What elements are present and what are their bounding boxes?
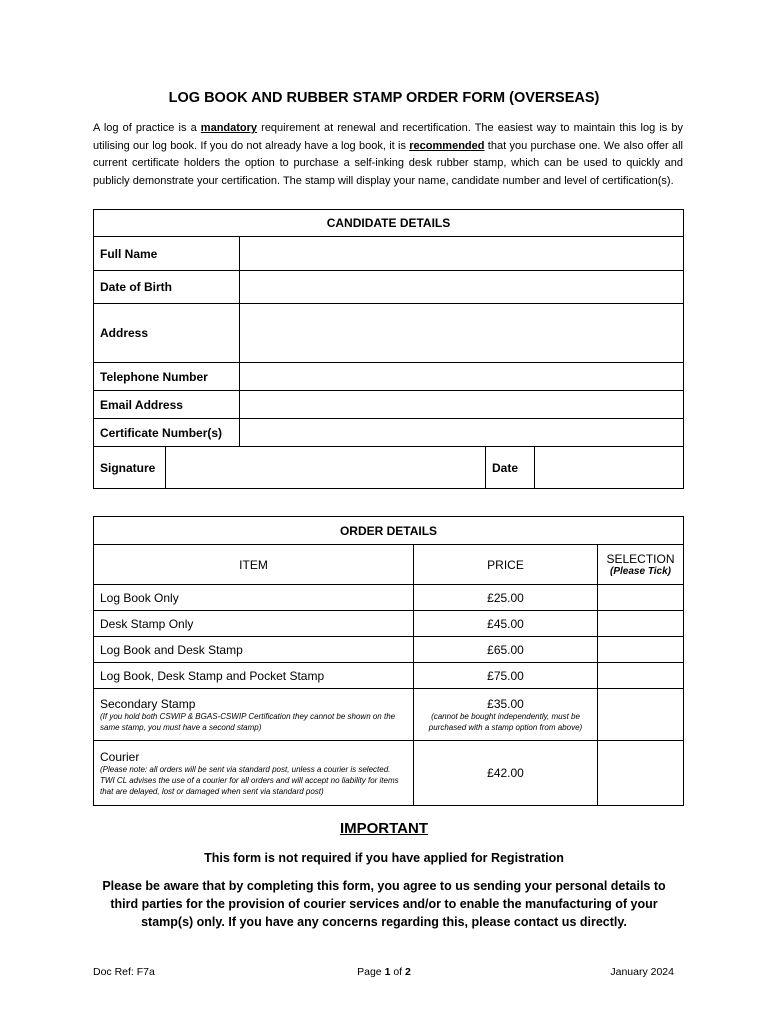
dob-label: Date of Birth bbox=[94, 271, 240, 304]
telephone-field[interactable] bbox=[240, 363, 684, 391]
signature-label: Signature bbox=[94, 447, 166, 489]
col-selection-label: SELECTION bbox=[606, 552, 675, 566]
selection-cell[interactable] bbox=[598, 585, 684, 611]
courier-note: (Please note: all orders will be sent via standard post, unless a courier is selected. TWI CL advises the use of a courier for all orders and will accept no liability for items that are delayed, lost or damaged when sent via standard post) bbox=[100, 764, 399, 796]
certificate-label: Certificate Number(s) bbox=[94, 419, 240, 447]
courier-price: £42.00 bbox=[414, 741, 598, 806]
form-title: LOG BOOK AND RUBBER STAMP ORDER FORM (OVERSEAS) bbox=[168, 90, 600, 106]
footer-date: January 2024 bbox=[610, 966, 674, 978]
page-of: of bbox=[390, 966, 406, 978]
item-price: £65.00 bbox=[414, 637, 598, 663]
secondary-price: £35.00 bbox=[487, 696, 524, 711]
page-current: 1 bbox=[384, 966, 391, 978]
selection-cell[interactable] bbox=[598, 637, 684, 663]
email-field[interactable] bbox=[240, 391, 684, 419]
order-row-courier bbox=[94, 741, 684, 806]
item-price: £75.00 bbox=[414, 663, 598, 689]
intro-text-2: requirement at renewal and recertification. The easiest way to maintain this log is by utilising our log book. If you do not already have a log book, it is bbox=[93, 122, 684, 152]
full-name-field[interactable] bbox=[240, 237, 684, 271]
telephone-label: Telephone Number bbox=[94, 363, 240, 391]
order-row-secondary bbox=[94, 689, 684, 741]
item-label: Log Book and Desk Stamp bbox=[94, 637, 414, 663]
address-label: Address bbox=[94, 304, 240, 363]
doc-ref: Doc Ref: F7a bbox=[93, 966, 155, 978]
order-heading: ORDER DETAILS bbox=[94, 517, 684, 545]
secondary-price-cell bbox=[414, 689, 598, 741]
intro-text-3: that you purchase one. We also offer all current certificate holders the option to purchase a self-inking desk rubber stamp, which can be used to quickly and publicly demonstrate your certification. The stamp will display your name, candidate number and level of certification(s). bbox=[93, 139, 684, 187]
intro-recommended: recommended bbox=[409, 139, 485, 152]
courier-label: Courier bbox=[100, 749, 140, 764]
order-row bbox=[94, 637, 684, 663]
secondary-price-note: (cannot be bought independently, must be purchased with a stamp option from above) bbox=[428, 711, 583, 732]
secondary-label: Secondary Stamp bbox=[100, 696, 196, 711]
col-item: ITEM bbox=[94, 545, 414, 585]
col-price: PRICE bbox=[414, 545, 598, 585]
col-selection bbox=[598, 545, 684, 585]
item-price: £25.00 bbox=[414, 585, 598, 611]
selection-cell[interactable] bbox=[598, 611, 684, 637]
email-label: Email Address bbox=[94, 391, 240, 419]
full-name-label: Full Name bbox=[94, 237, 240, 271]
page-total: 2 bbox=[405, 966, 411, 978]
secondary-item bbox=[94, 689, 414, 741]
date-label: Date bbox=[486, 447, 535, 489]
dob-field[interactable] bbox=[240, 271, 684, 304]
col-selection-sub: (Please Tick) bbox=[610, 566, 671, 577]
item-label: Log Book Only bbox=[94, 585, 414, 611]
courier-item bbox=[94, 741, 414, 806]
certificate-field[interactable] bbox=[240, 419, 684, 447]
important-heading: IMPORTANT bbox=[339, 820, 429, 837]
selection-cell[interactable] bbox=[598, 689, 684, 741]
item-label: Desk Stamp Only bbox=[94, 611, 414, 637]
intro-text-1: A log of practice is a bbox=[93, 122, 201, 134]
item-label: Log Book, Desk Stamp and Pocket Stamp bbox=[94, 663, 414, 689]
candidate-heading: CANDIDATE DETAILS bbox=[94, 210, 684, 237]
selection-cell[interactable] bbox=[598, 663, 684, 689]
order-row bbox=[94, 663, 684, 689]
selection-cell[interactable] bbox=[598, 741, 684, 806]
intro-paragraph bbox=[93, 120, 683, 190]
candidate-details-table bbox=[93, 209, 684, 489]
signature-field[interactable] bbox=[166, 447, 486, 489]
not-required-note: This form is not required if you have applied for Registration bbox=[204, 851, 564, 865]
date-field[interactable] bbox=[535, 447, 684, 489]
intro-mandatory: mandatory bbox=[200, 122, 258, 134]
order-details-table bbox=[93, 516, 684, 806]
privacy-notice: Please be aware that by completing this form, you agree to us sending your personal details to third parties for the provision of courier services and/or to enable the manufacturing of your stamp(s) only. If you have any concerns regarding this, please contact us directly. bbox=[102, 879, 666, 929]
secondary-note: (If you hold both CSWIP & BGAS-CSWIP Certification they cannot be shown on the same stamp, you must have a second stamp) bbox=[100, 711, 396, 732]
item-price: £45.00 bbox=[414, 611, 598, 637]
order-row bbox=[94, 611, 684, 637]
order-row bbox=[94, 585, 684, 611]
page-prefix: Page bbox=[357, 966, 385, 978]
address-field[interactable] bbox=[240, 304, 684, 363]
